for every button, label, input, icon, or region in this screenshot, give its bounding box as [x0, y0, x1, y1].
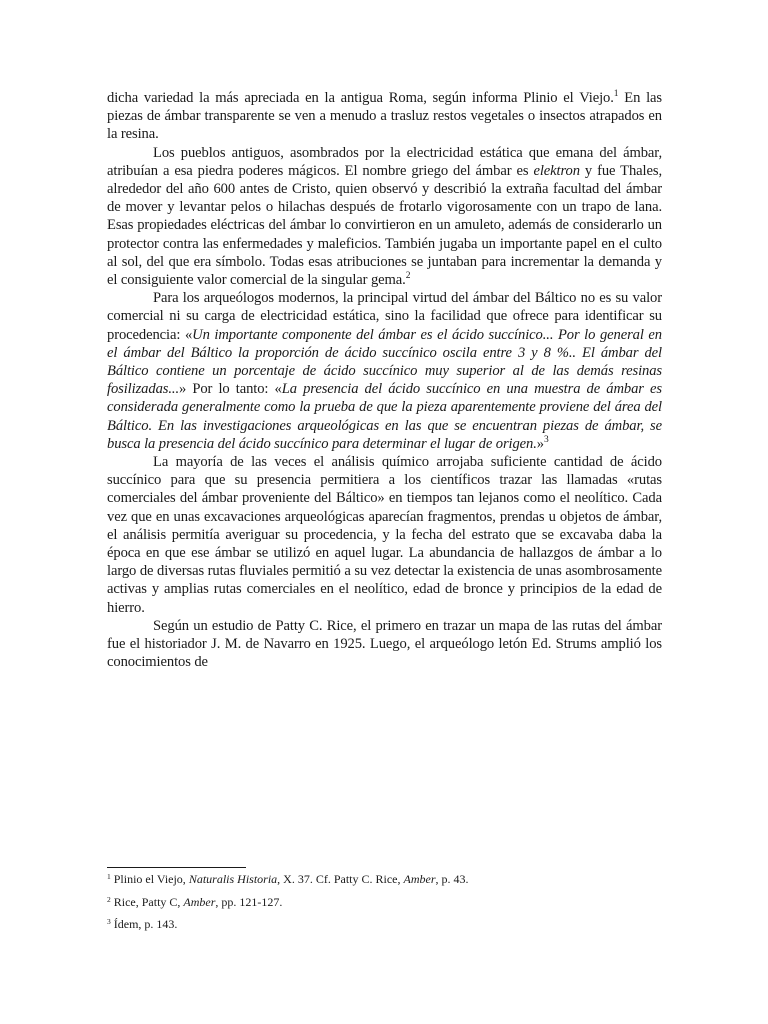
paragraph-p3 — [107, 453, 662, 617]
text-run: dicha variedad la más apreciada en la antigua Roma, según informa Plinio el Viejo. — [107, 90, 614, 106]
italic-text: Un importante componente del ámbar es el ácido succínico... Por lo general en el ámbar del Báltico la proporción de ácido succínico oscila entre 3 y 8 %.. El ámbar del Báltico contiene un porcentaje de ácido succínico muy superior al de las demás resinas fosilizadas... — [107, 326, 662, 398]
text-run: , p. 43. — [435, 872, 469, 886]
paragraph-p0 — [107, 89, 662, 144]
text-run: , X. 37. Cf. Patty C. Rice, — [277, 872, 404, 886]
text-run: En las piezas de ámbar transparente se ven a menudo a trasluz restos vegetales o insectos atrapados en la resina. — [107, 90, 662, 143]
footnote-ref: 2 — [107, 894, 111, 904]
text-run: Los pueblos antiguos, asombrados por la electricidad estática que emana del ámbar, atribuían a esa piedra poderes mágicos. El nombre griego del ámbar es — [107, 144, 662, 179]
paragraph-p4 — [107, 617, 662, 672]
footnote-3 — [107, 917, 662, 931]
paragraph-p1 — [107, 144, 662, 290]
italic-text: elektron — [533, 162, 580, 179]
text-run: y fue Thales, alrededor del año 600 antes de Cristo, quien observó y describió la extraña facultad del ámbar de mover y levantar pelos o hilachas después de frotarlo vigorosamente con un trapo de lana. Esas propiedades eléctricas del ámbar lo convirtieron en un amuleto, además de considerarlo un protector contra las enfermedades y maleficios. También jugaba un importante papel en el culto al sol, del que era símbolo. Todas esas atribuciones se juntaban para incrementar la demanda y el consiguiente valor comercial de la singular gema. — [107, 162, 662, 289]
footnote-2 — [107, 895, 662, 909]
footnote-1 — [107, 872, 662, 886]
footnotes — [107, 872, 662, 940]
italic-text: Amber — [403, 872, 436, 886]
paragraph-p2 — [107, 289, 662, 453]
footnote-ref: 2 — [405, 271, 411, 282]
text-run: » Por lo tanto: « — [179, 381, 282, 398]
footnote-ref: 1 — [107, 872, 111, 881]
text-run: La mayoría de las veces el análisis químico arrojaba suficiente cantidad de ácido succínico para que su presencia permitiera a los científicos trazar las llamadas «rutas comerciales del ámbar proveniente del Báltico» en tiempos tan lejanos como el neolítico. Cada vez que en unas excavaciones arqueológicas aparecían fragmentos, prendas u objetos de ámbar, el análisis permitía averiguar su procedencia, y la fecha del estrato que se excavaba daba la época en que ese ámbar se utilizó en aquel lugar. La abundancia de hallazgos de ámbar a lo largo de diversas rutas fluviales permitió a su vez detectar la existencia de unas asombrosamente activas y amplias rutas comerciales en el neolítico, edad de bronce y principios de la edad de hierro. — [107, 454, 662, 616]
text-run: Ídem, p. 143. — [110, 917, 178, 931]
text-run: » — [536, 435, 544, 452]
italic-text: La presencia del ácido succínico en una muestra de ámbar es considerada generalmente como la prueba de que la pieza aparentemente proviene del área del Báltico. En las investigaciones arqueológicas en las que se encuentran piezas de ámbar, se busca la presencia del ácido succínico para determinar el lugar de origen. — [107, 381, 662, 452]
footnote-ref: 3 — [544, 434, 549, 445]
footnote-separator — [107, 867, 246, 868]
text-run: Según un estudio de Patty C. Rice, el primero en trazar un mapa de las rutas del ámbar fue el historiador J. M. de Navarro en 1925. Luego, el arqueólogo letón Ed. Strums amplió los conocimientos de — [107, 617, 662, 671]
text-run: Para los arqueólogos modernos, la principal virtud del ámbar del Báltico no es su valor comercial ni su carga de electricidad estática, sino la facilidad que ofrece para identificar su procedencia: « — [107, 290, 662, 343]
body-text — [107, 89, 662, 672]
text-run: , pp. 121-127. — [215, 894, 283, 909]
italic-text: Amber — [183, 894, 216, 909]
text-run: Rice, Patty C, — [110, 894, 184, 909]
footnote-ref: 3 — [107, 917, 111, 926]
text-run: Plinio el Viejo, — [110, 872, 189, 886]
italic-text: Naturalis Historia — [188, 872, 278, 886]
footnote-ref: 1 — [613, 89, 619, 99]
